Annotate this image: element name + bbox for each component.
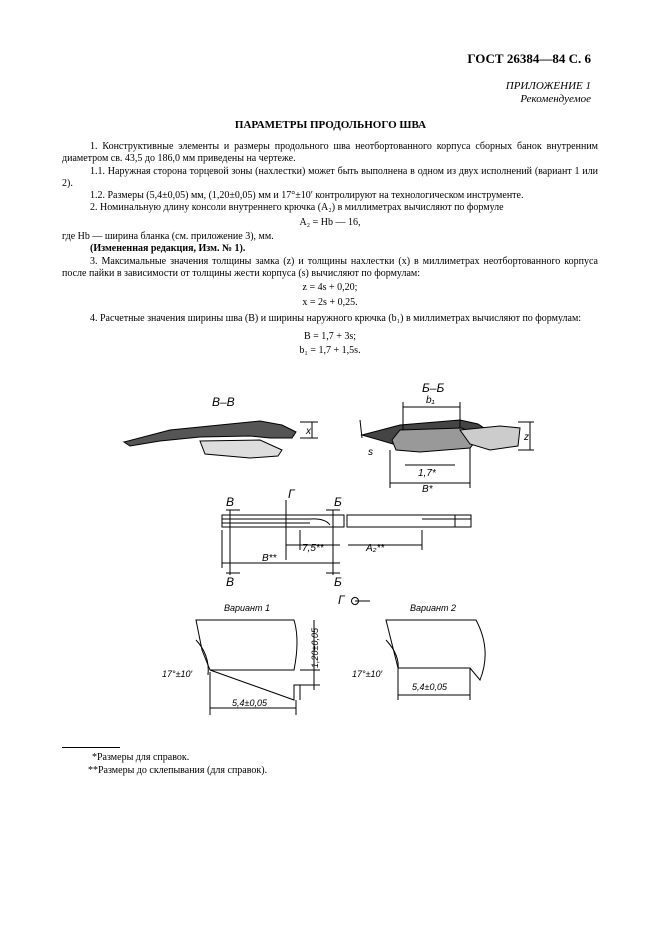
appendix-status: Рекомендуемое (520, 93, 591, 105)
section-vv-label: В–В (212, 395, 235, 409)
dim-5-4-variant-1: 5,4±0,05 (232, 698, 267, 708)
paragraph-4: 4. Расчетные значения ширины шва (B) и ширины наружного крючка (b₁) в миллиметрах вычисляют по формулам: (90, 312, 582, 324)
mark-v-bottom: В (226, 575, 235, 589)
appendix-label: ПРИЛОЖЕНИЕ 1 (505, 80, 591, 92)
dim-b-double-star: B** (262, 553, 277, 564)
formula-b1: b₁ = 1,7 + 1,5s. (299, 345, 361, 357)
formula-x: x = 2s + 0,25. (302, 296, 358, 308)
paragraph-1: 1. Конструктивные элементы и размеры продольного шва неотбортованного корпуса сборных банок внутренним диаметром св. 43,5 до 186,0 мм приведены на чертеже. (62, 141, 598, 165)
dim-1-20: 1,20±0,05 (310, 628, 320, 668)
formula-z: z = 4s + 0,20; (302, 282, 358, 294)
section-bb-label: Б–Б (422, 381, 445, 395)
label-b1: b₁ (426, 395, 435, 406)
dim-1-7: 1,7* (418, 468, 436, 479)
mark-b-top: Б (334, 495, 342, 509)
page-header: ГОСТ 26384—84 С. 6 (467, 51, 591, 66)
paragraph-3: 3. Максимальные значения толщины замка (z) и толщины нахлестки (x) в миллиметрах неотбортованного корпуса после пайки в зависимости от толщины жести корпуса (s) вычисляют по формулам: (62, 255, 598, 279)
dim-b-star: B* (422, 484, 433, 495)
formula-b: B = 1,7 + 3s; (303, 331, 357, 343)
section-title: ПАРАМЕТРЫ ПРОДОЛЬНОГО ШВА (234, 119, 427, 131)
paragraph-1-1: 1.1. Наружная сторона торцевой зоны (нахлестки) может быть выполнена в одном из двух исполнений (вариант 1 или 2). (62, 165, 598, 189)
revision-note: (Измененная редакция, Изм. № 1). (90, 243, 246, 255)
label-s: s (368, 447, 373, 458)
footnote-1: *Размеры для справок. (92, 752, 190, 763)
mark-g: Г (288, 487, 295, 501)
dim-5-4-variant-2: 5,4±0,05 (412, 682, 447, 692)
dim-7-5: 7,5** (302, 543, 324, 554)
plan-view-figure (222, 500, 471, 575)
formula-a2: A₂ = Hb — 16, (299, 216, 361, 228)
variant-1-label: Вариант 1 (224, 603, 270, 613)
section-vv-figure (124, 421, 318, 458)
section-bb-figure (360, 402, 534, 488)
label-z: z (524, 432, 529, 443)
footnote-rule (62, 747, 120, 748)
angle-variant-1: 17°±10′ (162, 669, 193, 679)
angle-variant-2: 17°±10′ (352, 669, 383, 679)
paragraph-1-2: 1.2. Размеры (5,4±0,05) мм, (1,20±0,05) мм и 17°±10′ контролируют на технологическом инструменте. (90, 190, 524, 202)
mark-b-bottom: Б (334, 575, 342, 589)
label-x: x (306, 426, 311, 437)
paragraph-2: 2. Номинальную длину консоли внутреннего крючка (A₂) в миллиметрах вычисляют по формуле (90, 202, 504, 214)
view-g-label: Г (338, 593, 345, 607)
variant-2-label: Вариант 2 (410, 603, 456, 613)
where-note: где Hb — ширина бланка (см. приложение 3), мм. (62, 231, 274, 243)
dim-a2: A₂** (366, 543, 385, 554)
mark-v-top: В (226, 495, 235, 509)
footnote-2: **Размеры до склепывания (для справок). (88, 765, 268, 776)
